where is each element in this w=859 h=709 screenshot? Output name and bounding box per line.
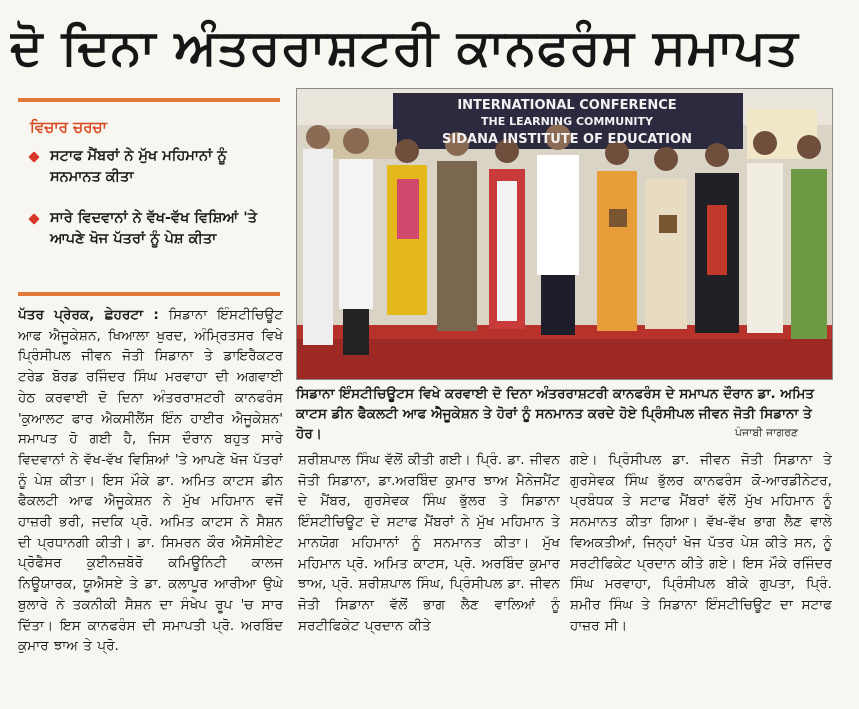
photo-credit: ਪੰਜਾਬੀ ਜਾਗਰਣ — [735, 426, 799, 439]
highlight-title: ਵਿਚਾਰ ਚਰਚਾ — [30, 118, 107, 136]
event-photo — [296, 88, 833, 380]
highlight-top-rule — [18, 98, 280, 102]
highlight-item: ਸਟਾਫ ਮੈਂਬਰਾਂ ਨੇ ਮੁੱਖ ਮਹਿਮਾਨਾਂ ਨੂੰ ਸਨਮਾਨਤ ਕੀਤਾ — [30, 146, 280, 188]
banner-line-2: THE LEARNING COMMUNITY — [481, 115, 653, 128]
highlight-bottom-rule — [18, 292, 280, 296]
headline: ਦੋ ਦਿਨਾ ਅੰਤਰਰਾਸ਼ਟਰੀ ਕਾਨਫਰੰਸ ਸਮਾਪਤ — [10, 19, 799, 76]
article-column-1 — [18, 305, 283, 703]
article-lead: ਪੱਤਰ ਪ੍ਰੇਰਕ, ਛੇਹਰਟਾ : — [18, 307, 159, 323]
event-photo-illustration — [297, 89, 832, 379]
photo-caption: ਸਿਡਾਨਾ ਇੰਸਟੀਚਿਊਟਸ ਵਿਖੇ ਕਰਵਾਈ ਦੋ ਦਿਨਾ ਅੰਤਰਰਾਸ਼ਟਰੀ ਕਾਨਫਰੰਸ ਦੇ ਸਮਾਪਨ ਦੌਰਾਨ ਡਾ. ਅਮਿਤ ਕਾਟਸ ਡੀਨ ਫੈਕਲਟੀ ਆਫ ਐਜੂਕੇਸ਼ਨ ਤੇ ਹੋਰਾਂ ਨੂੰ ਸਨਮਾਨਤ ਕਰਦੇ ਹੋਏ ਪ੍ਰਿੰਸੀਪਲ ਜੀਵਨ ਜੋਤੀ ਸਿਡਾਨਾ ਤੇ ਹੋਰ। — [296, 386, 815, 442]
banner-line-1: INTERNATIONAL CONFERENCE — [457, 98, 677, 113]
highlight-item: ਸਾਰੇ ਵਿਦਵਾਨਾਂ ਨੇ ਵੱਖ-ਵੱਖ ਵਿਸ਼ਿਆਂ 'ਤੇ ਆਪਣੇ ਖੋਜ ਪੱਤਰਾਂ ਨੂੰ ਪੇਸ਼ ਕੀਤਾ — [30, 208, 280, 250]
article-text-1: ਸਿਡਾਨਾ ਇੰਸਟੀਚਿਊਟ ਆਫ ਐਜੂਕੇਸ਼ਨ, ਖਿਆਲਾ ਖੁਰਦ, ਅੰਮ੍ਰਿਤਸਰ ਵਿਖੇ ਪ੍ਰਿੰਸੀਪਲ ਜੀਵਨ ਜੋਤੀ ਸਿਡਾਨਾ ਤੇ ਡਾਇਰੈਕਟਰ ਟਰੇਡ ਬੋਰਡ ਰਜਿੰਦਰ ਸਿੰਘ ਮਰਵਾਹਾ ਦੀ ਅਗਵਾਈ ਹੇਠ ਕਰਵਾਈ ਦੋ ਦਿਨਾ ਅੰਤਰਰਾਸ਼ਟਰੀ ਕਾਨਫਰੰਸ 'ਕੁਆਲਟ ਫਾਰ ਐਕਸੀਲੈਂਸ ਇੰਨ ਹਾਈਰ ਐਜੂਕੇਸ਼ਨ' ਸਮਾਪਤ ਹੋ ਗਈ ਹੈ, ਜਿਸ ਦੌਰਾਨ ਬਹੁਤ ਸਾਰੇ ਵਿਦਵਾਨਾਂ ਨੇ ਵੱਖ-ਵੱਖ ਵਿਸ਼ਿਆਂ 'ਤੇ ਆਪਣੇ ਖੋਜ ਪੱਤਰਾਂ ਨੂੰ ਪੇਸ਼ ਕੀਤਾ। ਇਸ ਮੌਕੇ ਡਾ. ਅਮਿਤ ਕਾਟਸ ਡੀਨ ਫੈਕਲਟੀ ਆਫ ਐਜੂਕੇਸ਼ਨ ਨੇ ਮੁੱਖ ਮਹਿਮਾਨ ਵਜੋਂ ਹਾਜ਼ਰੀ ਭਰੀ, ਜਦਕਿ ਪ੍ਰੋ. ਅਮਿਤ ਕਾਟਸ ਨੇ ਸੈਸ਼ਨ ਦੀ ਪ੍ਰਧਾਨਗੀ ਕੀਤੀ। ਡਾ. ਸਿਮਰਨ ਕੌਰ ਐਸੋਸੀਏਟ ਪ੍ਰੋਫੈਸਰ ਕੁਈਨਜ਼ਬੋਰੋ ਕਮਿਊਨਿਟੀ ਕਾਲਜ ਨਿਊਯਾਰਕ, ਯੂਐਸਏ ਤੇ ਡਾ. ਕਲਾਪੂਰ ਆਰੀਆ ਉਘੇ ਬੁਲਾਰੇ ਨੇ ਤਕਨੀਕੀ ਸੈਸ਼ਨ ਦਾ ਸੰਖੇਪ ਰੂਪ 'ਚ ਸਾਰ ਦਿੱਤਾ। ਇਸ ਕਾਨਫਰੰਸ ਦੀ ਸਮਾਪਤੀ ਪ੍ਰੋ. ਅਰਬਿੰਦ ਕੁਮਾਰ ਝਾਅ ਤੇ ਪ੍ਰੋ. — [18, 307, 283, 655]
banner-line-3: SIDANA INSTITUTE OF EDUCATION — [442, 132, 692, 147]
article-column-2: ਸ਼ਰੀਸ਼ਪਾਲ ਸਿੰਘ ਵੱਲੋਂ ਕੀਤੀ ਗਈ। ਪ੍ਰਿੰ. ਡਾ. ਜੀਵਨ ਜੋਤੀ ਸਿਡਾਨਾ, ਡਾ.ਅਰਬਿੰਦ ਕੁਮਾਰ ਝਾਅ ਮੈਨੇਜਮੈਂਟ ਦੇ ਮੈਂਬਰ, ਗੁਰਸੇਵਕ ਸਿੰਘ ਭੁੱਲਰ ਤੇ ਸਿਡਾਨਾ ਇੰਸਟੀਚਿਊਟ ਦੇ ਸਟਾਫ ਮੈਂਬਰਾਂ ਨੇ ਮੁੱਖ ਮਹਿਮਾਨ ਤੇ ਮਾਨਯੋਗ ਮਹਿਮਾਨਾਂ ਨੂੰ ਸਨਮਾਨਤ ਕੀਤਾ। ਮੁੱਖ ਮਹਿਮਾਨ ਪ੍ਰੋ. ਅਮਿਤ ਕਾਟਸ, ਪ੍ਰੋ. ਅਰਬਿੰਦ ਕੁਮਾਰ ਝਾਅ, ਪ੍ਰੋ. ਸ਼ਰੀਸ਼ਪਾਲ ਸਿੰਘ, ਪ੍ਰਿੰਸੀਪਲ ਡਾ. ਜੀਵਨ ਜੋਤੀ ਸਿਡਾਨਾ ਵੱਲੋਂ ਭਾਗ ਲੈਣ ਵਾਲਿਆਂ ਨੂੰ ਸਰਟੀਫਿਕੇਟ ਪ੍ਰਦਾਨ ਕੀਤੇ — [298, 452, 560, 634]
article-column-3: ਗਏ। ਪ੍ਰਿੰਸੀਪਲ ਡਾ. ਜੀਵਨ ਜੋਤੀ ਸਿਡਾਨਾ ਤੇ ਗੁਰਸੇਵਕ ਸਿੰਘ ਭੁੱਲਰ ਕਾਨਫਰੰਸ ਕੋ-ਆਰਡੀਨੇਟਰ, ਪ੍ਰਬੰਧਕ ਤੇ ਸਟਾਫ ਮੈਂਬਰਾਂ ਵੱਲੋਂ ਮੁੱਖ ਮਹਿਮਾਨ ਨੂੰ ਸਨਮਾਨਤ ਕੀਤਾ ਗਿਆ। ਵੱਖ-ਵੱਖ ਭਾਗ ਲੈਣ ਵਾਲੇ ਵਿਅਕਤੀਆਂ, ਜਿਨ੍ਹਾਂ ਖੋਜ ਪੱਤਰ ਪੇਸ਼ ਕੀਤੇ ਸਨ, ਨੂੰ ਸਰਟੀਫਿਕੇਟ ਪ੍ਰਦਾਨ ਕੀਤੇ ਗਏ। ਇਸ ਮੌਕੇ ਰਜਿੰਦਰ ਸਿੰਘ ਮਰਵਾਹਾ, ਪ੍ਰਿੰਸੀਪਲ ਬੀਕੇ ਗੁਪਤਾ, ਪ੍ਰਿੰ. ਸ਼ਮੀਰ ਸਿੰਘ ਤੇ ਸਿਡਾਨਾ ਇੰਸਟੀਚਿਊਟ ਦਾ ਸਟਾਫ ਹਾਜ਼ਰ ਸੀ। — [570, 452, 832, 634]
